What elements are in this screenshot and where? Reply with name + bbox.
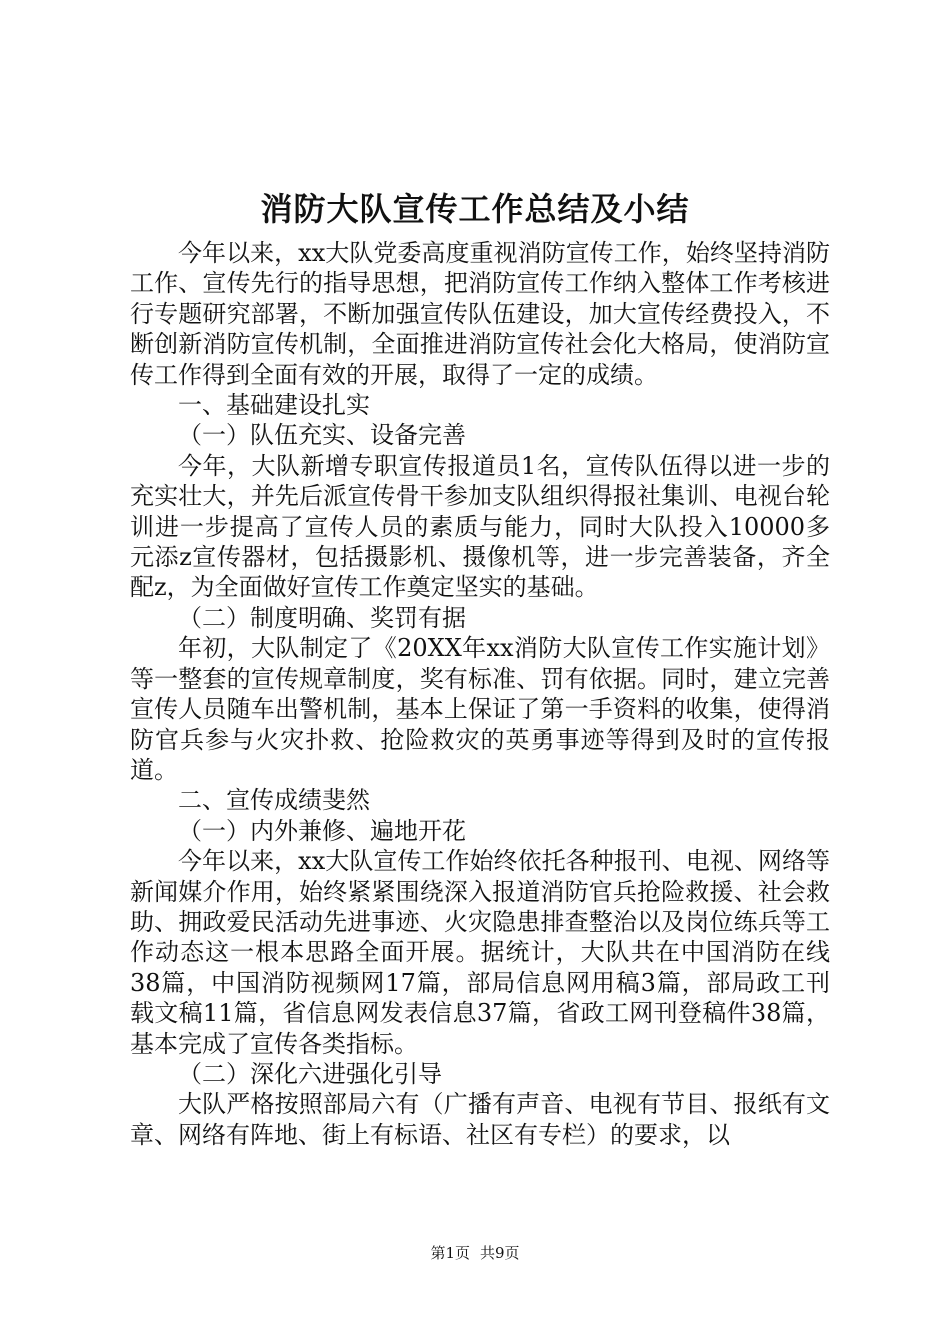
paragraph-achievements: 今年以来，xx大队宣传工作始终依托各种报刊、电视、网络等新闻媒介作用，始终紧紧围绕深入报道消防官兵抢险救援、社会救助、拥政爱民活动先进事迹、火灾隐患排查整治以及岗位练兵等工作动态这一根本思路全面开展。据统计，大队共在中国消防在线38篇，中国消防视频网17篇，部局信息网用稿3篇，部局政工刊载文稿11篇，省信息网发表信息37篇，省政工网刊登稿件38篇，基本完成了宣传各类指标。 [130,847,830,1058]
page-footer [0,1243,950,1263]
subsection-heading-2-2: （二）深化六进强化引导 [178,1059,442,1088]
document-body [130,238,830,1150]
paragraph-guidance: 大队严格按照部局六有（广播有声音、电视有节目、报纸有文章、网络有阵地、街上有标语、社区有专栏）的要求，以 [130,1090,830,1149]
paragraph-intro: 今年以来，xx大队党委高度重视消防宣传工作，始终坚持消防工作、宣传先行的指导思想，把消防宣传工作纳入整体工作考核进行专题研究部署，不断加强宣传队伍建设，加大宣传经费投入，不断创新消防宣传机制，全面推进消防宣传社会化大格局，使消防宣传工作得到全面有效的开展，取得了一定的成绩。 [130,239,830,389]
section-heading-1: 一、基础建设扎实 [178,391,370,420]
subsection-heading-2-1: （一）内外兼修、遍地开花 [178,816,466,845]
subsection-heading-1-2: （二）制度明确、奖罚有据 [178,603,466,632]
subsection-heading-1-1: （一）队伍充实、设备完善 [178,421,466,450]
page-number: 第1页 [430,1244,470,1262]
page-total: 共9页 [480,1244,520,1262]
document-title: 消防大队宣传工作总结及小结 [260,190,690,228]
section-heading-2: 二、宣传成绩斐然 [178,786,370,815]
paragraph-rules: 年初，大队制定了《20XX年xx消防大队宣传工作实施计划》等一整套的宣传规章制度，奖有标准、罚有依据。同时，建立完善宣传人员随车出警机制，基本上保证了第一手资料的收集，使得消防官兵参与火灾扑救、抢险救灾的英勇事迹等得到及时的宣传报道。 [130,634,830,784]
paragraph-team: 今年，大队新增专职宣传报道员1名，宣传队伍得以进一步的充实壮大，并先后派宣传骨干参加支队组织得报社集训、电视台轮训进一步提高了宣传人员的素质与能力，同时大队投入10000多元添z宣传器材，包括摄影机、摄像机等，进一步完善装备，齐全配z，为全面做好宣传工作奠定坚实的基础。 [130,451,830,602]
